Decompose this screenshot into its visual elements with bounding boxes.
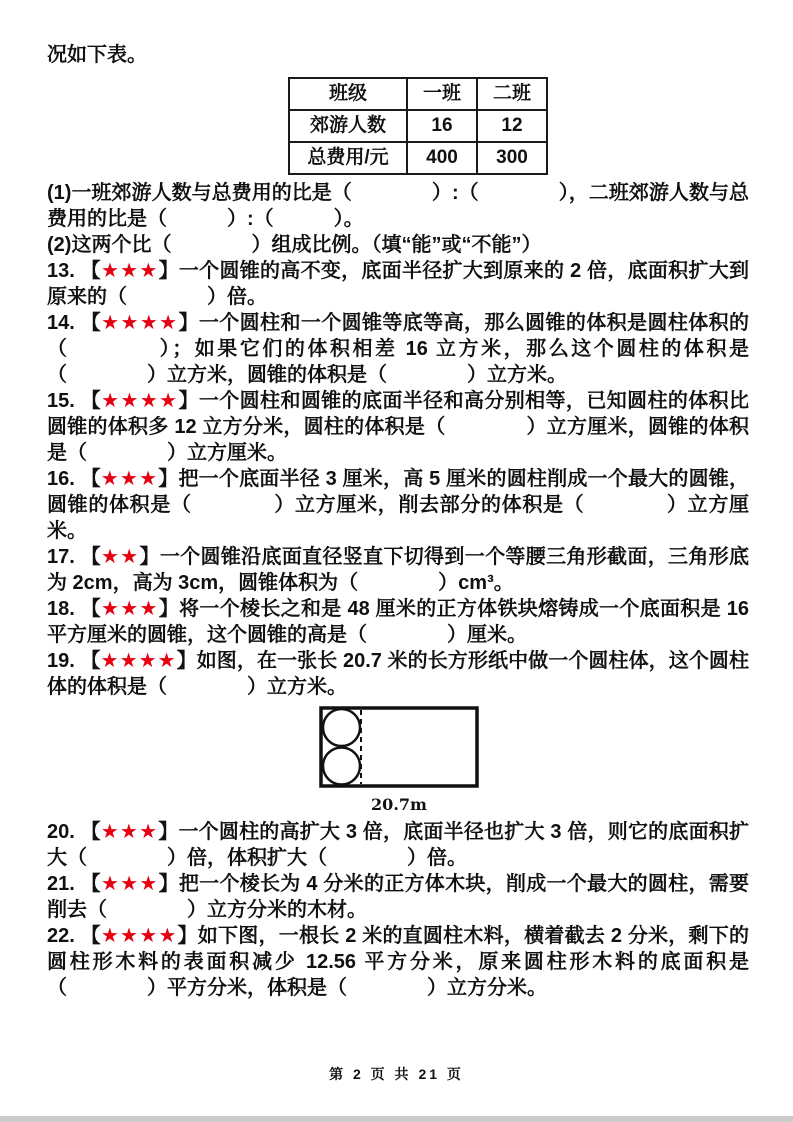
problem-text: 一个圆锥的高不变，底面半径扩大到原来的 2 倍，底面积扩大到原来的（ ）倍。 [47, 260, 750, 308]
problem-text: 一个圆柱和一个圆锥等底等高，那么圆锥的体积是圆柱体积的（ ）；如果它们的体积相差 16 立方米，那么这个圆柱的体积是（ ）立方米，圆锥的体积是（ ）立方米。 [47, 312, 750, 386]
bracket-close: 】 [158, 821, 179, 843]
problem-item [47, 648, 749, 700]
difficulty-stars: ★★★★ [100, 650, 177, 672]
bracket-open: 【 [80, 260, 101, 282]
worksheet-content [47, 42, 749, 1001]
problem-item [47, 923, 749, 1001]
table-cell: 一班 [407, 78, 477, 110]
difficulty-stars: ★★★ [100, 260, 159, 282]
problem-item [47, 310, 749, 388]
bracket-open: 【 [80, 650, 101, 672]
table-cell: 300 [477, 142, 547, 174]
intro-text: 况如下表。 [47, 44, 147, 66]
difficulty-stars: ★★★ [100, 468, 159, 490]
bracket-close: 】 [139, 546, 160, 568]
problem-item [47, 258, 749, 310]
figure-dimension-label: 20.7m [371, 795, 427, 814]
problem-number: 19. [47, 650, 81, 672]
table-cell: 12 [477, 110, 547, 142]
difficulty-stars: ★★★ [101, 598, 159, 620]
cylinder-net-diagram [319, 706, 479, 788]
top-circle [323, 709, 360, 746]
problem-text: 将一个棱长之和是 48 厘米的正方体铁块熔铸成一个底面积是 16 平方厘米的圆锥，这个圆锥的高是（ ）厘米。 [47, 598, 750, 646]
difficulty-stars: ★★★ [100, 873, 159, 895]
difficulty-stars: ★★★ [100, 821, 159, 843]
table-cell: 二班 [477, 78, 547, 110]
table-cell: 16 [407, 110, 477, 142]
difficulty-stars: ★★★★ [101, 312, 179, 334]
problem-text: 一个圆柱和圆锥的底面半径和高分别相等，已知圆柱的体积比圆锥的体积多 12 立方分米，圆柱的体积是（ ）立方厘米，圆锥的体积是（ ）立方厘米。 [47, 390, 750, 464]
bracket-close: 】 [158, 873, 179, 895]
table-row [289, 142, 547, 174]
bracket-close: 】 [176, 650, 197, 672]
problem-text: 把一个棱长为 4 分米的正方体木块，削成一个最大的圆柱，需要削去（ ）立方分米的木材。 [47, 873, 750, 921]
table-cell: 总费用/元 [289, 142, 407, 174]
problem-number: 15. [47, 390, 81, 412]
problem-item [47, 544, 749, 596]
table-cell: 郊游人数 [289, 110, 407, 142]
difficulty-stars: ★★★★ [100, 925, 178, 947]
bracket-open: 【 [80, 925, 101, 947]
problem-item [47, 819, 749, 871]
problem-number: 21. [47, 873, 81, 895]
bracket-close: 】 [178, 390, 199, 412]
bracket-open: 【 [80, 873, 101, 895]
difficulty-stars: ★★ [101, 546, 140, 568]
bracket-open: 【 [80, 468, 101, 490]
sub-question: (2)这两个比（ ）组成比例。（填“能”或“不能”） [47, 234, 542, 256]
bracket-open: 【 [80, 546, 102, 568]
problem-item [47, 596, 749, 648]
bracket-open: 【 [80, 598, 102, 620]
problem-item [47, 388, 749, 466]
problem-number: 18. [47, 598, 81, 620]
bracket-open: 【 [80, 312, 102, 334]
problem19-figure [319, 706, 479, 815]
trip-table [288, 77, 548, 175]
bracket-open: 【 [80, 390, 102, 412]
problem-item [47, 466, 749, 544]
problem-text: 如下图，一根长 2 米的直圆柱木料，横着截去 2 分米，剩下的圆柱形木料的表面积减少 12.56 平方分米，原来圆柱形木料的底面积是（ ）平方分米，体积是（ ）立方分米。 [47, 925, 750, 999]
bracket-close: 】 [158, 598, 180, 620]
problem-number: 22. [47, 925, 81, 947]
bracket-open: 【 [80, 821, 101, 843]
problem-number: 17. [47, 546, 81, 568]
difficulty-stars: ★★★★ [101, 390, 179, 412]
sub-question: (1)一班郊游人数与总费用的比是（ ）:（ ），二班郊游人数与总费用的比是（ ）:（ ）。 [47, 182, 749, 230]
problem-list [47, 258, 749, 1001]
page-number-footer: 第 2 页 共 21 页 [329, 1066, 464, 1082]
table-row [289, 78, 547, 110]
bottom-circle [323, 748, 360, 785]
scan-bottom-edge [0, 1116, 793, 1122]
sub-questions [47, 180, 749, 258]
problem-text: 如图，在一张长 20.7 米的长方形纸中做一个圆柱体，这个圆柱体的体积是（ ）立方米。 [47, 650, 750, 698]
bracket-close: 】 [178, 312, 199, 334]
table-cell: 班级 [289, 78, 407, 110]
problem-number: 20. [47, 821, 81, 843]
problem-number: 13. [47, 260, 81, 282]
table-cell: 400 [407, 142, 477, 174]
problem-text: 把一个底面半径 3 厘米，高 5 厘米的圆柱削成一个最大的圆锥，圆锥的体积是（ ）立方厘米，削去部分的体积是（ ）立方厘米。 [47, 468, 750, 542]
problem-text: 一个圆锥沿底面直径竖直下切得到一个等腰三角形截面，三角形底为 2cm，高为 3cm，圆锥体积为（ ）cm³。 [47, 546, 750, 594]
bracket-close: 】 [158, 468, 179, 490]
problem-number: 16. [47, 468, 81, 490]
bracket-close: 】 [158, 260, 179, 282]
problem-number: 14. [47, 312, 81, 334]
problem-text: 一个圆柱的高扩大 3 倍，底面半径也扩大 3 倍，则它的底面积扩大（ ）倍，体积扩大（ ）倍。 [47, 821, 750, 869]
bracket-close: 】 [177, 925, 198, 947]
table-row [289, 110, 547, 142]
problem-item [47, 871, 749, 923]
